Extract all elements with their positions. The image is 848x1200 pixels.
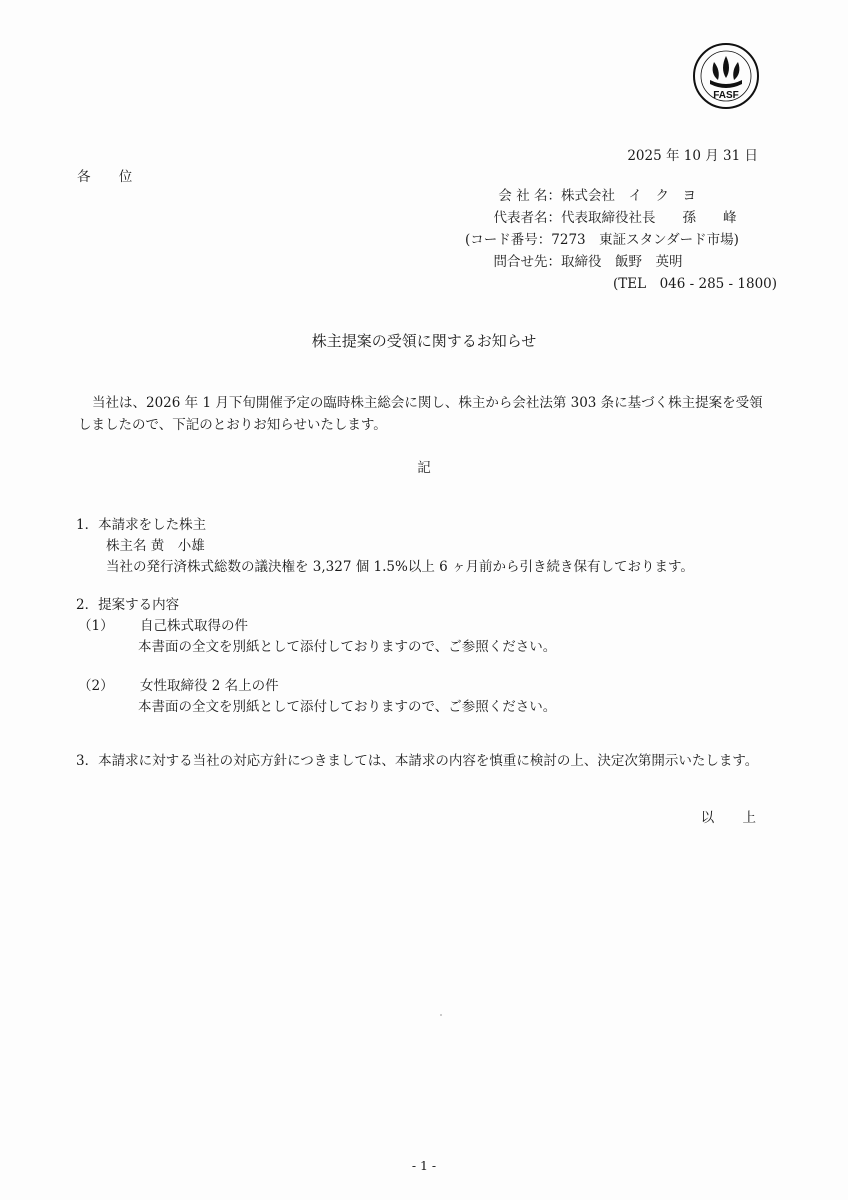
tel: (TEL 046 - 285 - 1800): [613, 276, 778, 292]
contact-label: 問合せ先: [493, 254, 548, 270]
representative-row: 代表者名： 代表取締役社長 孫 峰: [465, 207, 777, 229]
logo-text: FASF: [713, 90, 739, 101]
company-label: 会 社 名: [498, 188, 548, 204]
section-1-heading: 1．本請求をした株主: [76, 517, 207, 533]
date: 2025 年 10 月 31 日: [627, 148, 758, 164]
proposal-body: 本書面の全文を別紙として添付しておりますので、ご参照ください。: [138, 639, 557, 655]
proposal-title: 女性取締役 2 名上の件: [140, 678, 279, 694]
page-number: - 1 -: [411, 1158, 437, 1173]
contact-value: 取締役 飯野 英明: [561, 254, 683, 270]
shareholder-detail: 当社の発行済株式総数の議決権を 3,327 個 1.5%以上 6 ヶ月前から引き続き保有しております。: [106, 559, 694, 575]
recipient: 各 位: [77, 169, 145, 185]
company-row: 会 社 名： 株式会社 イ ク ヨ: [465, 185, 777, 207]
section-1: [76, 515, 694, 578]
proposal-number: （2）: [78, 678, 114, 694]
section-2-heading: 2．提案する内容: [76, 597, 180, 613]
closing-mark: 以 上: [700, 810, 768, 826]
company-value: 株式会社 イ ク ヨ: [561, 188, 696, 204]
document-title: 株主提案の受領に関するお知らせ: [311, 332, 537, 350]
shareholder-name: 株主名 黄 小雄: [106, 538, 205, 554]
contact-row: 問合せ先： 取締役 飯野 英明: [465, 251, 777, 273]
section-2: [76, 595, 556, 718]
proposal-number: （1）: [78, 618, 114, 634]
proposal-title: 自己株式取得の件: [140, 618, 248, 634]
ki-marker: 記: [417, 460, 431, 476]
proposal-item: [76, 676, 556, 697]
rep-label: 代表者名: [493, 210, 548, 226]
code-line: (コード番号：7273 東証スタンダード市場): [465, 232, 739, 248]
code-row: [465, 229, 777, 251]
sender-block: [465, 185, 777, 295]
proposal-body: 本書面の全文を別紙として添付しておりますので、ご参照ください。: [138, 699, 557, 715]
fasf-logo: [692, 42, 760, 110]
rep-value: 代表取締役社長 孫 峰: [561, 210, 737, 226]
proposal-item: [76, 616, 556, 637]
tel-row: [465, 273, 777, 295]
section-3: 3．本請求に対する当社の対応方針につきましては、本請求の内容を慎重に検討の上、決定次第開示いたします。: [76, 753, 759, 769]
scan-speck: [440, 1014, 442, 1016]
intro-paragraph: 当社は、2026 年 1 月下旬開催予定の臨時株主総会に関し、株主から会社法第 303 条に基づく株主提案を受領しましたので、下記のとおりお知らせいたします。: [78, 395, 763, 433]
